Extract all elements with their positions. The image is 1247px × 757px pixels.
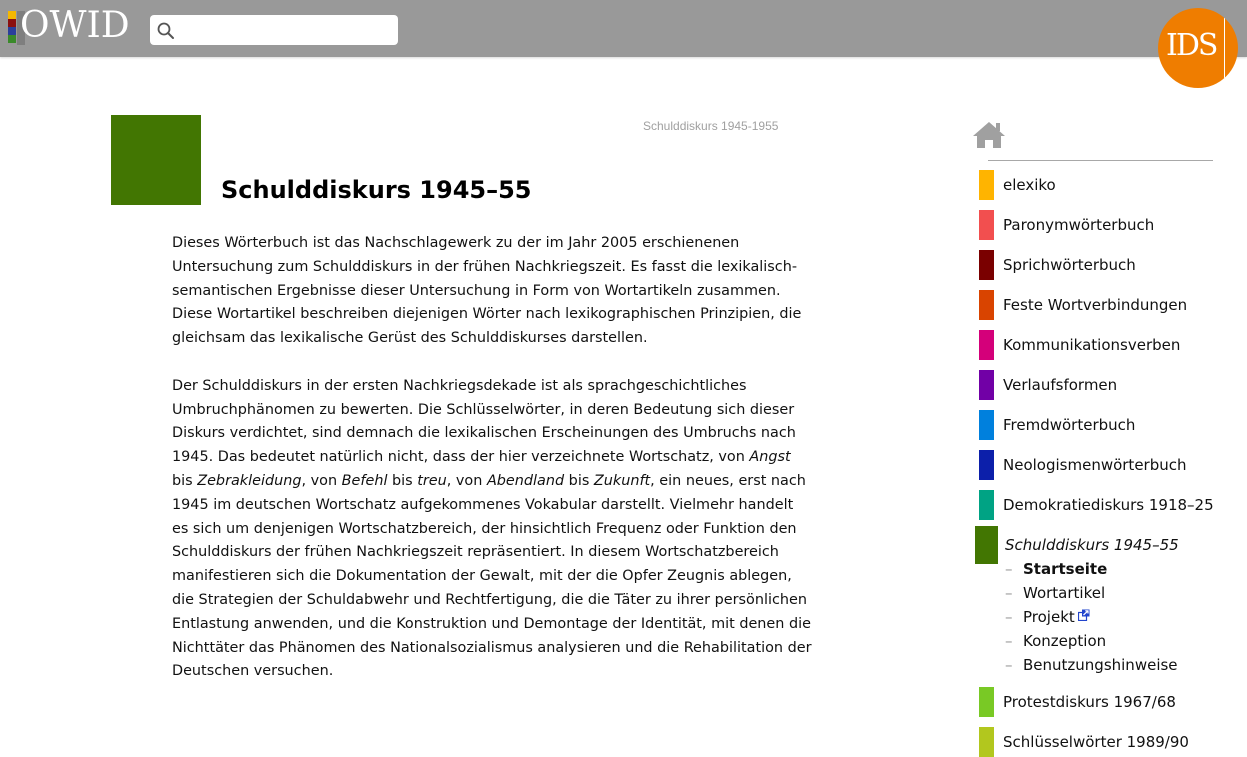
nav-item-schluesselwoerter[interactable] [972, 727, 1232, 757]
nav-label: Fremdwörterbuch [1003, 416, 1136, 434]
nav-item-demokratiediskurs[interactable] [972, 490, 1232, 520]
external-link-icon[interactable] [1078, 609, 1090, 621]
search-box[interactable] [150, 15, 398, 45]
text-run: , von [446, 472, 487, 489]
intro-text [172, 232, 812, 708]
top-bar [0, 0, 1247, 57]
nav-swatch [979, 410, 994, 440]
home-icon[interactable] [972, 120, 1006, 150]
nav-label: Neologismenwörterbuch [1003, 456, 1187, 474]
text-run: bis [172, 472, 198, 489]
text-run: bis [564, 472, 594, 489]
nav-item-verlaufsformen[interactable] [972, 370, 1232, 400]
nav-label: Demokratiediskurs 1918–25 [1003, 496, 1214, 514]
logo-bar-yellow [8, 11, 16, 19]
nav-label: Schulddiskurs 1945–55 [1005, 536, 1179, 554]
nav-item-kommunikationsverben[interactable] [972, 330, 1232, 360]
nav-label: Paronymwörterbuch [1003, 216, 1155, 234]
dash: – [1005, 608, 1013, 626]
nav-label: Feste Wortverbindungen [1003, 296, 1188, 314]
nav-swatch [979, 727, 994, 757]
nav-label: elexiko [1003, 176, 1056, 194]
nav-label: Protestdiskurs 1967/68 [1003, 693, 1176, 711]
text-run: bis [387, 472, 418, 489]
nav-label: Schlüsselwörter 1989/90 [1003, 733, 1189, 751]
subnav-item-startseite[interactable] [1002, 560, 1232, 582]
logo-bar-green [8, 35, 16, 43]
nav-swatch [979, 290, 994, 320]
ids-logo[interactable] [1158, 8, 1238, 88]
owid-logo[interactable] [8, 5, 138, 49]
nav-item-schulddiskurs[interactable] [972, 526, 1232, 556]
dash: – [1005, 656, 1013, 674]
italic-term: Zukunft [593, 472, 651, 489]
logo-text: OWID [20, 5, 130, 46]
italic-term: treu [417, 472, 447, 489]
subnav-label: Wortartikel [1023, 584, 1106, 602]
text-run: Der Schulddiskurs in der ersten Nachkriegsdekade ist als sprachgeschichtliches Umbruchphänomen zu bewerten. Die Schlüsselwörter, in deren Bedeutung sich dieser Diskurs verdichtet, sind demnach die lexikalischen Erscheinungen des Umbruchs nach 1945. Das bedeutet natürlich nicht, dass der hier verzeichnete Wortschatz, von [172, 377, 796, 466]
logo-color-bars [8, 11, 17, 43]
nav-item-sprichwoerterbuch[interactable] [972, 250, 1232, 280]
italic-term: Angst [749, 449, 791, 466]
nav-swatch [979, 330, 994, 360]
ids-logo-divider [1224, 14, 1225, 84]
ids-logo-text: IDS [1166, 28, 1217, 63]
nav-swatch [979, 170, 994, 200]
nav-item-elexiko[interactable] [972, 170, 1232, 200]
nav-swatch [979, 250, 994, 280]
subnav-label: Startseite [1023, 560, 1108, 578]
section-color-block [111, 115, 201, 205]
subnav-label-wrap [1023, 608, 1090, 626]
italic-term: Befehl [341, 472, 388, 489]
subnav-item-konzeption[interactable] [1002, 632, 1232, 654]
nav-item-feste-wortverbindungen[interactable] [972, 290, 1232, 320]
subnav-label: Projekt [1023, 608, 1075, 626]
subnav-item-wortartikel[interactable] [1002, 584, 1232, 606]
nav-swatch [979, 210, 994, 240]
italic-term: Abendland [486, 472, 565, 489]
nav-swatch [979, 450, 994, 480]
page-title: Schulddiskurs 1945–55 [221, 176, 532, 204]
dash: – [1005, 584, 1013, 602]
nav-label: Verlaufsformen [1003, 376, 1118, 394]
search-input[interactable] [180, 18, 394, 44]
intro-paragraph-2 [172, 375, 812, 684]
text-run: , von [301, 472, 342, 489]
nav-swatch [979, 490, 994, 520]
nav-item-neologismenwoerterbuch[interactable] [972, 450, 1232, 480]
subnav-label: Konzeption [1023, 632, 1107, 650]
italic-term: Zebrakleidung [197, 472, 302, 489]
dash: – [1005, 560, 1013, 578]
text-run: Dieses Wörterbuch ist das Nachschlagewerk zu der im Jahr 2005 erschienenen Untersuchung zum Schulddiskurs in der frühen Nachkriegszeit. Es fasst die lexikalisch-semantischen Ergebnisse dieser Untersuchung in Form von Wortartikeln zusammen. Diese Wortartikel beschreiben diejenigen Wörter nach lexikographischen Prinzipien, die gleichsam das lexikalische Gerüst des Schulddiskurses darstellen. [172, 235, 802, 347]
nav-item-fremdwoerterbuch[interactable] [972, 410, 1232, 440]
nav-item-paronymwoerterbuch[interactable] [972, 210, 1232, 240]
sidebar-divider [988, 160, 1213, 161]
nav-swatch [979, 370, 994, 400]
search-icon[interactable] [156, 21, 176, 41]
intro-paragraph-1 [172, 232, 812, 351]
nav-swatch [975, 526, 998, 564]
logo-bar-red [8, 19, 16, 27]
logo-bar-blue [8, 27, 16, 35]
nav-item-protestdiskurs[interactable] [972, 687, 1232, 717]
subnav-item-projekt[interactable] [1002, 608, 1232, 630]
dash: – [1005, 632, 1013, 650]
nav-label: Sprichwörterbuch [1003, 256, 1136, 274]
breadcrumb: Schulddiskurs 1945-1955 [643, 119, 779, 133]
subnav-item-benutzungshinweise[interactable] [1002, 656, 1232, 678]
text-run: , ein neues, erst nach 1945 im deutschen Wortschatz aufgekommenes Vokabular darstellt. Vielmehr handelt es sich um denjenigen Wortschatzbereich, der hinsichtlich Frequenz oder Funktion den Schulddiskurs der frühen Nachkriegszeit repräsentiert. In diesem Wortschatzbereich manifestieren sich die Dokumentation der Gewalt, mit der die Opfer Zeugnis ablegen, die Strategien der Schuldabwehr und Rechtfertigung, die die Täter zu ihrer persönlichen Entlastung anwenden, und die Konstruktion und Demontage der Identität, mit denen die Nichttäter das Phänomen des Nationalsozialismus analysieren und die Rehabilitation der Deutschen versuchen. [172, 472, 812, 680]
nav-swatch [979, 687, 994, 717]
nav-label: Kommunikationsverben [1003, 336, 1181, 354]
subnav-label: Benutzungshinweise [1023, 656, 1178, 674]
